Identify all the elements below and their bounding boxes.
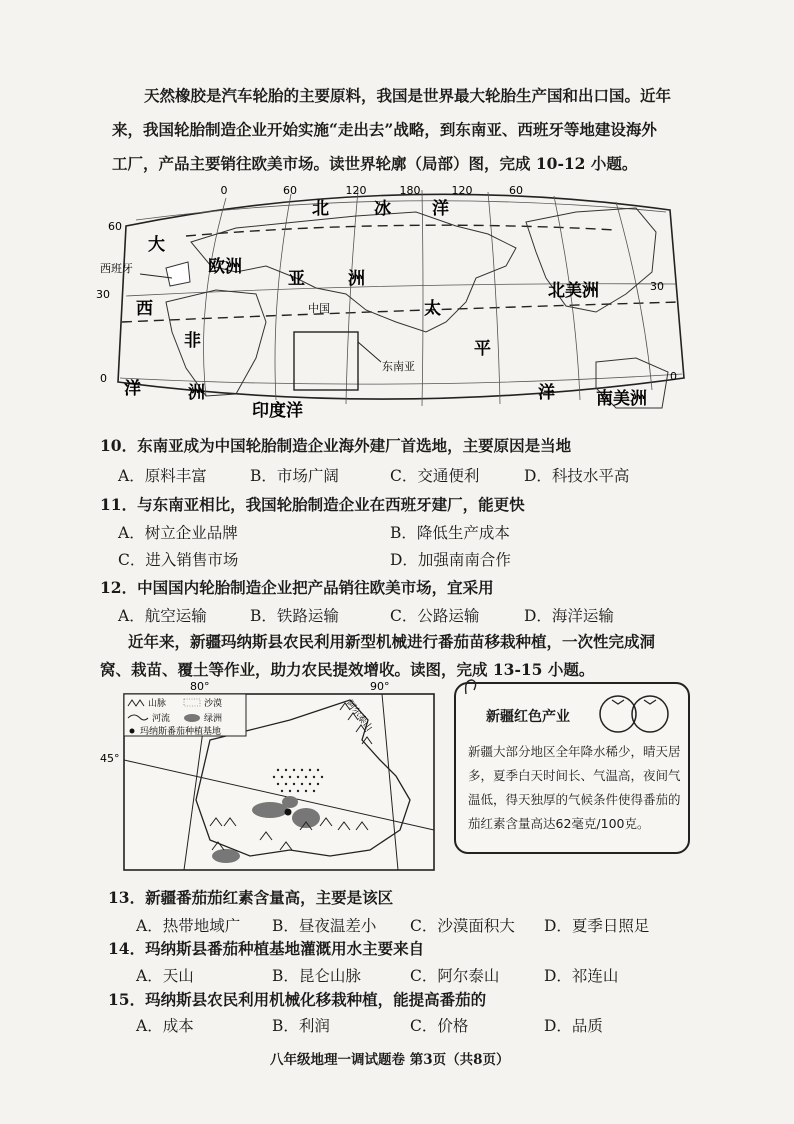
intro-line: 天然橡胶是汽车轮胎的主要原料，我国是世界最大轮胎生产国和出口国。近年: [144, 86, 672, 105]
oasis-legend-icon: [184, 714, 200, 722]
tick-lon-0: 0: [220, 184, 228, 197]
tick-lat-60: 60: [108, 220, 122, 233]
legend-oasis: 绿洲: [204, 714, 223, 724]
legend-mountain: 山脉: [148, 699, 167, 709]
label-atlantic: 西: [136, 299, 153, 319]
se-asia-box: [294, 332, 358, 390]
tick-lat-30: 30: [96, 288, 110, 301]
tick-lat-0-right: 0: [670, 370, 677, 383]
option-a: A．热带地域广: [136, 917, 241, 935]
oasis: [212, 849, 240, 863]
label-arctic: 冰: [374, 199, 391, 219]
se-asia-pointer: [358, 342, 381, 362]
option-b: B．昼夜温差小: [272, 917, 377, 935]
info-box-title: 新疆红色产业: [486, 709, 570, 725]
label-lat-45: 45°: [100, 752, 120, 765]
label-pacific: 洋: [538, 383, 555, 403]
option-c: C．沙漠面积大: [410, 917, 515, 935]
info-box: [454, 682, 690, 854]
option-c: C．公路运输: [390, 607, 480, 625]
option-d: D．品质: [544, 1017, 603, 1035]
option-b: B．昆仑山脉: [272, 967, 361, 985]
intro-line: 工厂，产品主要销往欧美市场。读世界轮廓（局部）图，完成 10-12 小题。: [112, 154, 638, 173]
tick-lon-120: 120: [345, 184, 367, 197]
tick-lon-180: 180: [399, 184, 421, 197]
option-c: C．价格: [410, 1017, 469, 1035]
option-b: B．铁路运输: [250, 607, 339, 625]
manas-base-marker: [285, 809, 292, 816]
question-stem: 10．东南亚成为中国轮胎制造企业海外建厂首选地，主要原因是当地: [100, 436, 572, 455]
option-b: B．利润: [272, 1017, 330, 1035]
oasis: [252, 802, 288, 818]
option-a: A．成本: [136, 1017, 194, 1035]
legend-river: 河流: [152, 714, 171, 724]
meridian: [422, 190, 423, 406]
label-spain: 西班牙: [100, 262, 133, 275]
label-asia: 洲: [348, 269, 365, 289]
tomato-icon: [594, 690, 678, 734]
info-box-text: 新疆大部分地区全年降水稀少，晴天居多，夏季白天时间长、气温高，夜间气温低，得天独厚的气候条件使得番茄的茄红素含量高达62毫克/100克。: [468, 744, 681, 831]
option-d: D．科技水平高: [524, 467, 630, 485]
label-asia: 亚: [288, 269, 305, 289]
option-a: A．原料丰富: [118, 467, 207, 485]
tick-lon-60w: 60: [509, 184, 523, 197]
intro-line: 近年来，新疆玛纳斯县农民利用新型机械进行番茄苗移栽种植，一次性完成洞: [128, 632, 656, 651]
xinjiang-map: [100, 680, 440, 876]
page-footer: 八年级地理一调试题卷 第3页（共8页）: [270, 1052, 510, 1068]
option-d: D．加强南南合作: [390, 551, 511, 569]
option-a: A．航空运输: [118, 607, 207, 625]
label-arctic: 洋: [432, 199, 449, 219]
label-pacific: 太: [424, 299, 441, 319]
question-stem: 13．新疆番茄茄红素含量高，主要是该区: [108, 888, 394, 907]
intro-line: 来，我国轮胎制造企业开始实施“走出去”战略，到东南亚、西班牙等地建设海外: [112, 120, 657, 139]
intro-line: 窝、栽苗、覆土等作业，助力农民提效增收。读图，完成 13-15 小题。: [100, 660, 595, 679]
option-d: D．夏季日照足: [544, 917, 650, 935]
label-pacific: 平: [474, 339, 491, 359]
africa-land: [166, 290, 266, 396]
label-africa: 洲: [188, 383, 205, 403]
option-d: D．祁连山: [544, 967, 619, 985]
label-indian-ocean: 印度洋: [252, 401, 303, 421]
question-stem: 12．中国国内轮胎制造企业把产品销往欧美市场，宜采用: [100, 578, 494, 597]
tick-lat-0: 0: [100, 372, 107, 385]
base-legend-icon: [130, 729, 135, 734]
option-d: D．海洋运输: [524, 607, 614, 625]
spain-land: [166, 262, 190, 286]
clip-icon: [462, 676, 482, 696]
label-lon-90: 90°: [370, 680, 390, 693]
legend-desert: 沙漠: [204, 699, 223, 709]
label-china: 中国: [308, 302, 330, 315]
label-north-america: 北美洲: [548, 281, 599, 301]
label-arctic: 北: [312, 199, 329, 219]
meridian: [275, 194, 291, 400]
oasis: [282, 796, 298, 808]
option-c: C．交通便利: [390, 467, 480, 485]
option-c: C．进入销售市场: [118, 551, 239, 569]
legend-base: 玛纳斯番茄种植基地: [140, 727, 222, 737]
option-a: A．树立企业品牌: [118, 524, 238, 542]
oasis: [292, 808, 320, 828]
tick-lat-30-right: 30: [650, 280, 664, 293]
meridian: [346, 190, 358, 404]
label-lon-80: 80°: [190, 680, 210, 693]
tick-lon-120w: 120: [451, 184, 473, 197]
label-atlantic: 洋: [124, 379, 141, 399]
question-stem: 11．与东南亚相比，我国轮胎制造企业在西班牙建厂，能更快: [100, 495, 525, 514]
label-south-america: 南美洲: [596, 389, 647, 409]
tick-lon-60: 60: [283, 184, 297, 197]
option-a: A．天山: [136, 967, 194, 985]
option-b: B．降低生产成本: [390, 524, 510, 542]
label-se-asia: 东南亚: [382, 360, 415, 373]
label-atlantic: 大: [148, 235, 165, 255]
question-stem: 15．玛纳斯县农民利用机械化移栽种植，能提高番茄的: [108, 990, 487, 1009]
meridian: [616, 202, 652, 390]
question-stem: 14．玛纳斯县番茄种植基地灌溉用水主要来自: [108, 939, 425, 958]
option-c: C．阿尔泰山: [410, 967, 500, 985]
label-africa: 非: [184, 331, 201, 351]
option-b: B．市场广阔: [250, 467, 339, 485]
meridian: [204, 198, 227, 396]
label-altay: 阿尔泰山: [343, 698, 374, 734]
world-map: [96, 182, 696, 426]
label-europe: 欧洲: [208, 257, 242, 277]
meridian: [488, 192, 500, 404]
